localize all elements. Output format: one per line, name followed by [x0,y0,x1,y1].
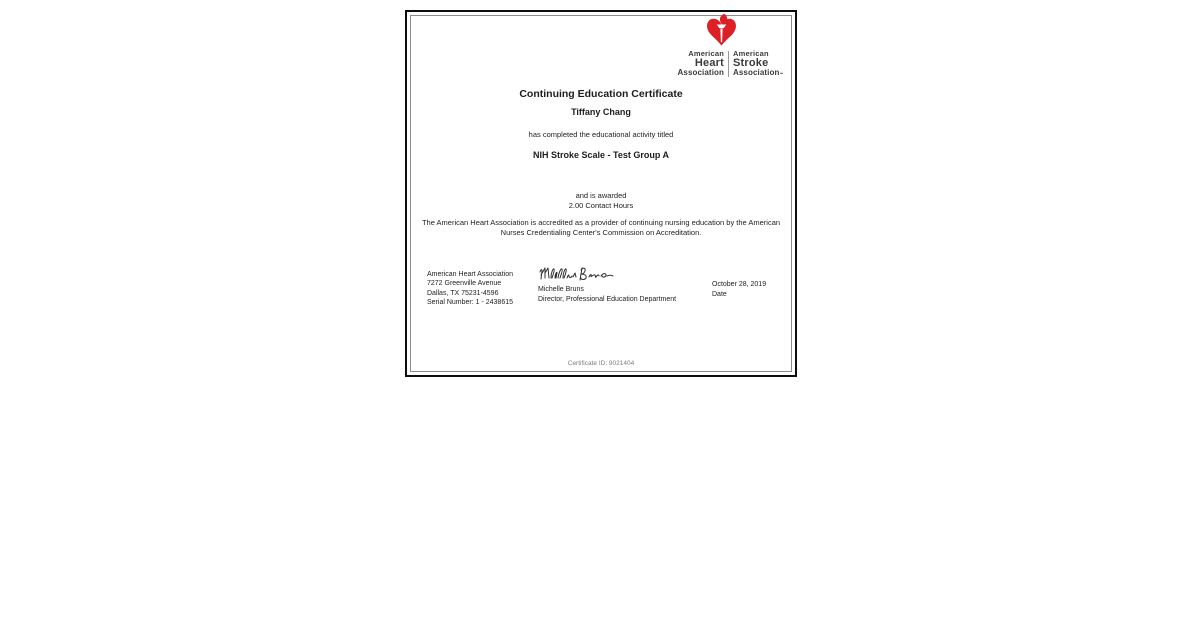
logo-heart-line1: American [688,49,724,58]
logo-text [668,50,790,78]
activity-title: NIH Stroke Scale - Test Group A [532,150,670,160]
signatory-role: Director, Professional Education Department [538,296,677,303]
logo-stroke-line3: Association℠ [733,68,785,78]
issuer-line: Dallas, TX 75231-4596 [427,289,499,297]
signature-block [538,264,677,303]
date-block [712,280,766,299]
award-statement [407,191,795,210]
logo-heart-column [668,50,724,78]
certificate-title: Continuing Education Certificate [519,88,683,100]
completed-statement: has completed the educational activity titled [528,130,674,139]
date-value: October 28, 2019 [712,281,767,288]
service-mark: ℠ [779,72,785,78]
issuer-address-block [427,270,513,307]
award-line1: and is awarded [575,191,627,200]
date-label: Date [712,290,727,298]
certificate-content [407,12,795,375]
heart-torch-icon [703,13,740,50]
accreditation-statement: The American Heart Association is accredited as a provider of continuing nursing education by the American Nurses Credentialing Center's Commission on Accreditation. [421,218,781,237]
issuer-line: American Heart Association [427,271,513,278]
logo-stroke-column [733,50,790,78]
certificate-card [405,10,797,377]
logo-stroke-line2: Stroke [733,56,769,69]
logo-heart-line2: Heart [694,56,724,69]
handwritten-signature-icon [538,264,614,284]
recipient-name: Tiffany Chang [571,107,631,117]
issuer-line: Serial Number: 1 - 2438615 [427,298,513,306]
logo-heart-line3: Association [677,68,724,78]
signatory-name: Michelle Bruns [538,286,584,293]
logo-stroke-line1: American [733,49,769,58]
aha-asa-logo [668,13,790,83]
issuer-line: 7272 Greenville Avenue [427,280,502,288]
logo-divider [728,51,729,77]
certificate-id: Certificate ID: 9021404 [567,360,635,367]
award-line2: 2.00 Contact Hours [568,200,634,210]
